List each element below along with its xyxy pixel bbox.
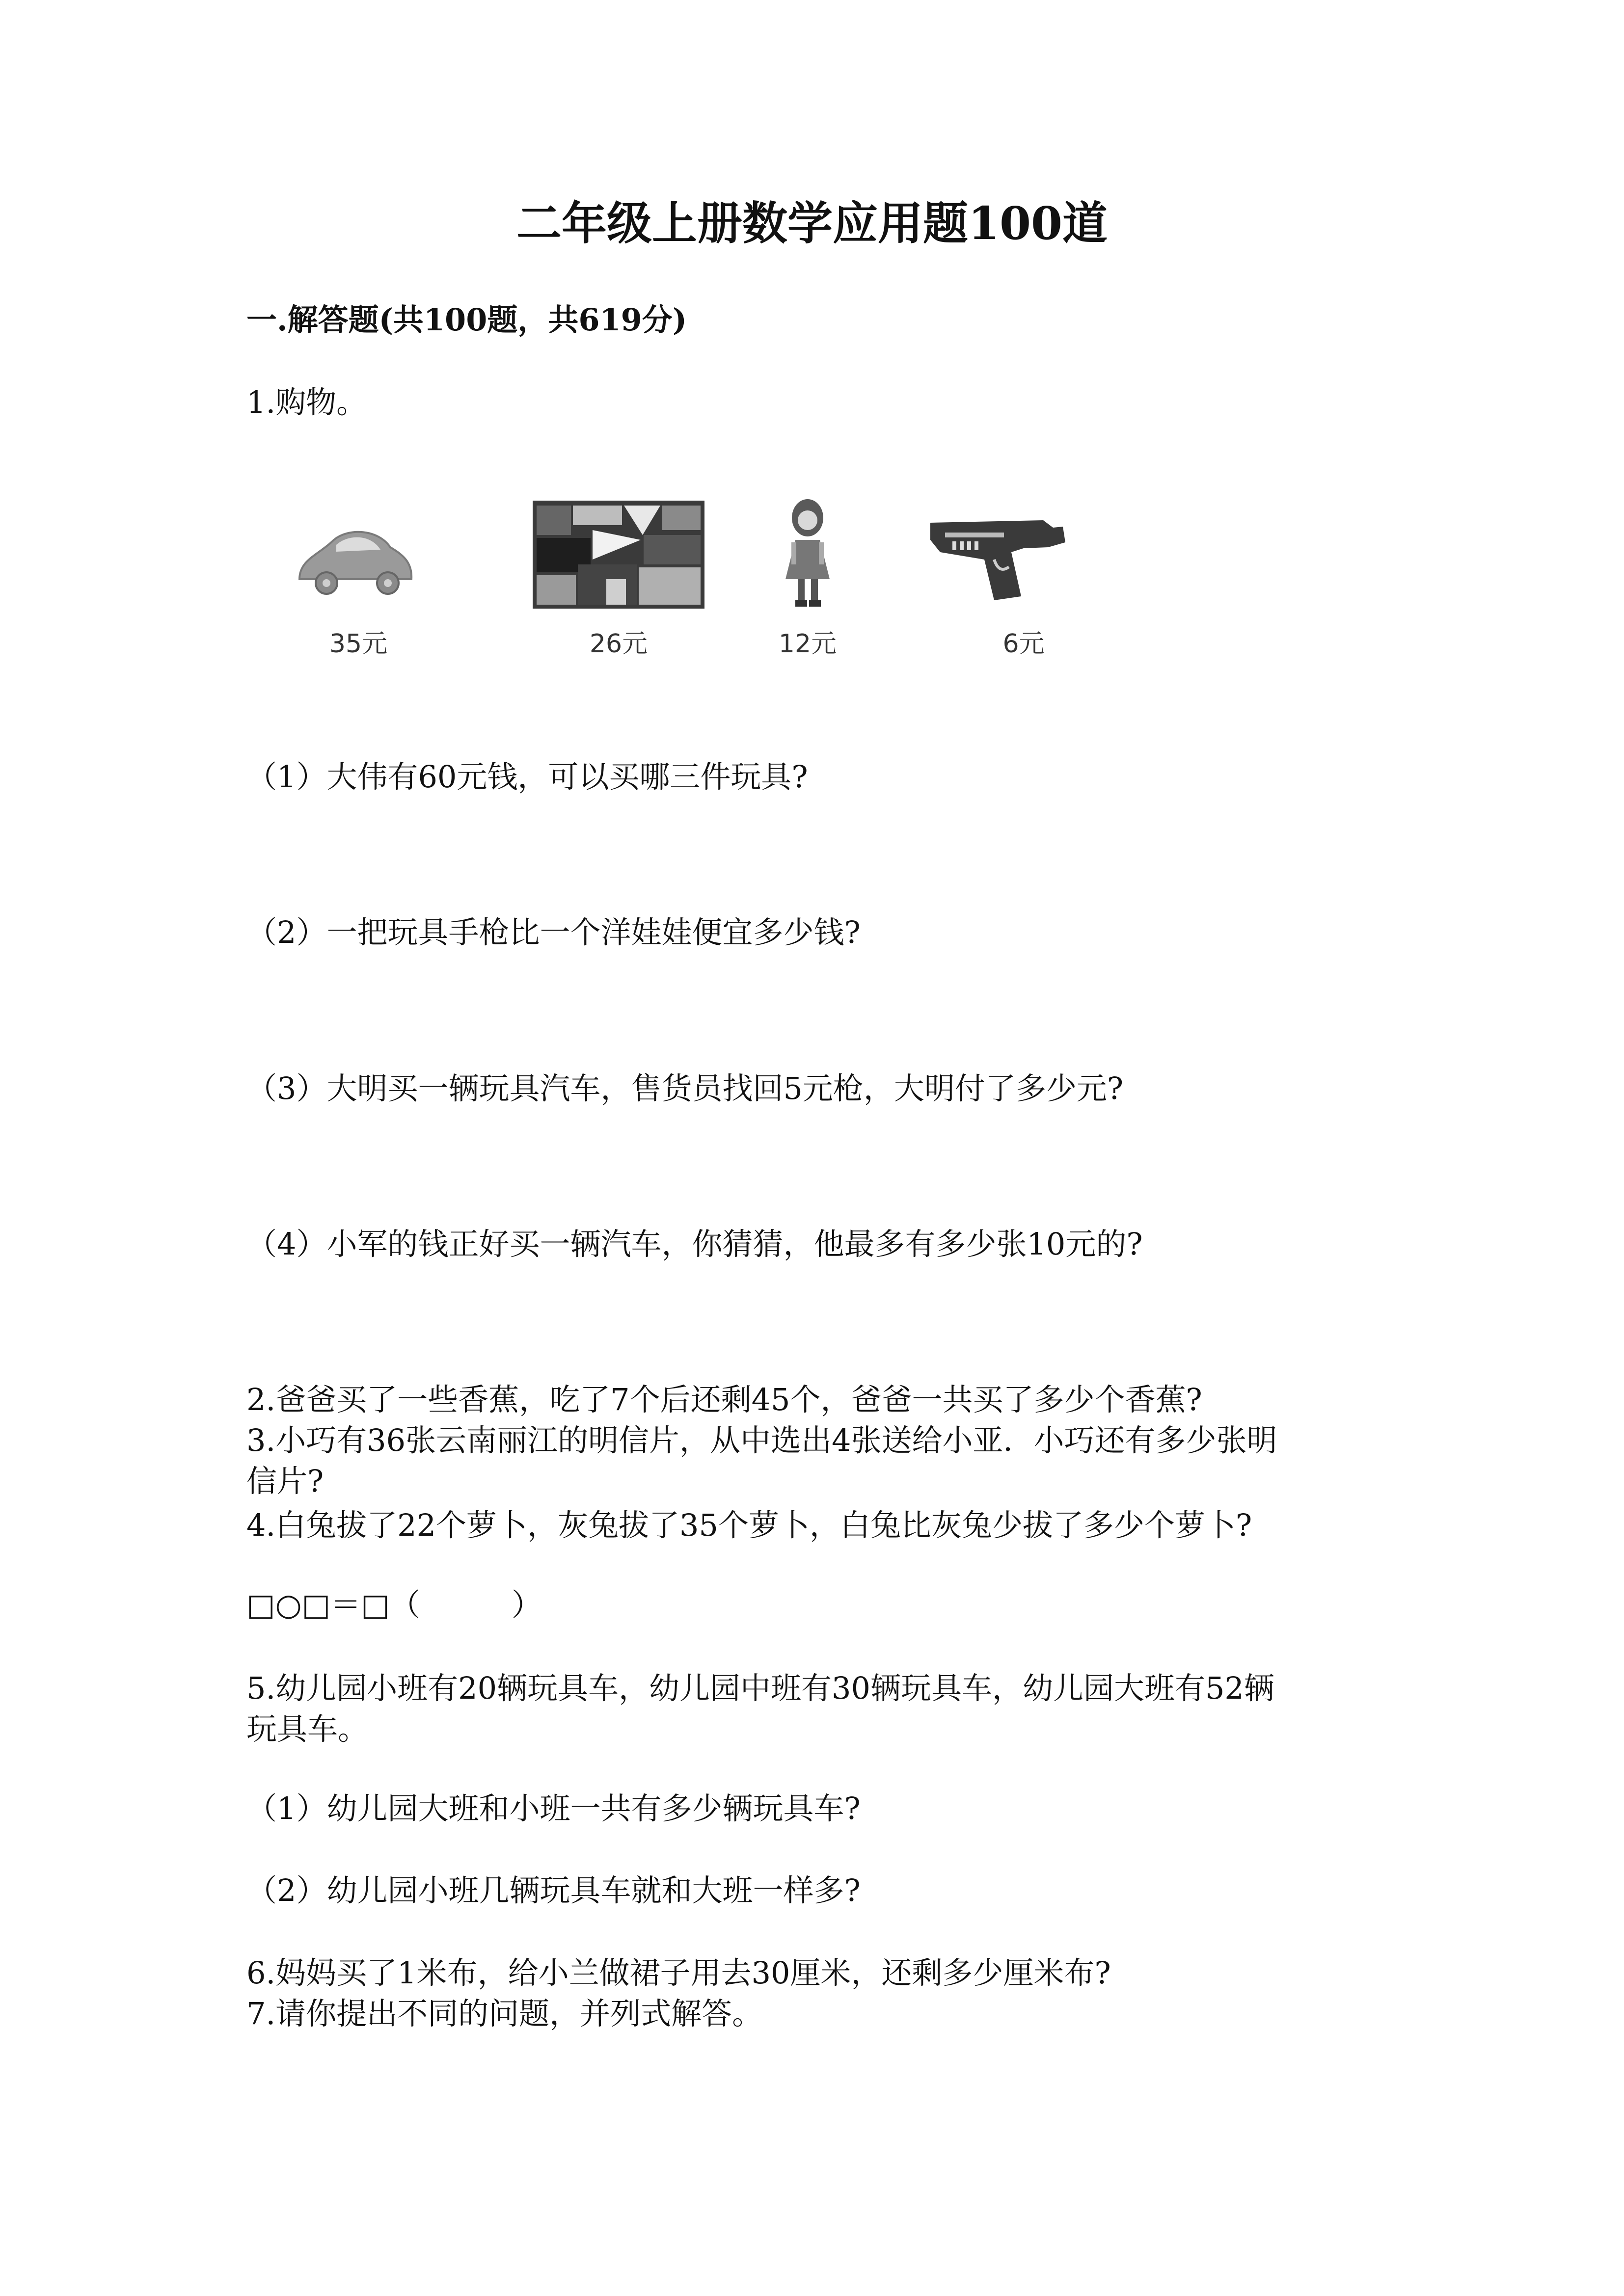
price-gun: 6元 [1002, 629, 1045, 659]
question-4: 4.白兔拔了22个萝卜，灰兔拔了35个萝卜，白兔比灰兔少拔了多少个萝卜? [246, 1507, 1252, 1543]
building-blocks-icon [533, 501, 704, 609]
question-5-line-1: 5.幼儿园小班有20辆玩具车，幼儿园中班有30辆玩具车，幼儿园大班有52辆 [246, 1670, 1274, 1706]
question-5-line-2: 玩具车。 [246, 1711, 369, 1747]
toy-gun-icon [925, 513, 1070, 606]
question-1-sub-3: （3）大明买一辆玩具汽车，售货员找回5元枪，大明付了多少元? [246, 1070, 1124, 1106]
toy-car-icon [290, 520, 417, 609]
question-7: 7.请你提出不同的问题，并列式解答。 [246, 1996, 763, 2031]
price-car: 35元 [329, 629, 388, 659]
doll-icon [781, 496, 835, 609]
question-1-stem: 1.购物。 [246, 384, 367, 420]
question-2: 2.爸爸买了一些香蕉，吃了7个后还剩45个，爸爸一共买了多少个香蕉? [246, 1382, 1202, 1417]
price-blocks: 26元 [589, 629, 648, 659]
question-6: 6.妈妈买了1米布，给小兰做裙子用去30厘米，还剩多少厘米布? [246, 1955, 1111, 1991]
question-5-sub-2: （2）幼儿园小班几辆玩具车就和大班一样多? [246, 1872, 861, 1908]
question-5-sub-1: （1）幼儿园大班和小班一共有多少辆玩具车? [246, 1790, 861, 1826]
section-heading: 一.解答题(共100题，共619分) [246, 302, 687, 338]
question-3-line-1: 3.小巧有36张云南丽江的明信片，从中选出4张送给小亚．小巧还有多少张明 [246, 1422, 1277, 1458]
page-title: 二年级上册数学应用题100道 [516, 197, 1108, 250]
question-1-sub-1: （1）大伟有60元钱，可以买哪三件玩具? [246, 759, 808, 795]
question-3-line-2: 信片? [246, 1463, 324, 1499]
price-doll: 12元 [778, 629, 837, 659]
question-1-sub-2: （2）一把玩具手枪比一个洋娃娃便宜多少钱? [246, 914, 861, 950]
question-1-sub-4: （4）小军的钱正好买一辆汽车，你猜猜，他最多有多少张10元的? [246, 1226, 1143, 1262]
question-4-formula: □○□＝□（ ） [246, 1587, 542, 1623]
